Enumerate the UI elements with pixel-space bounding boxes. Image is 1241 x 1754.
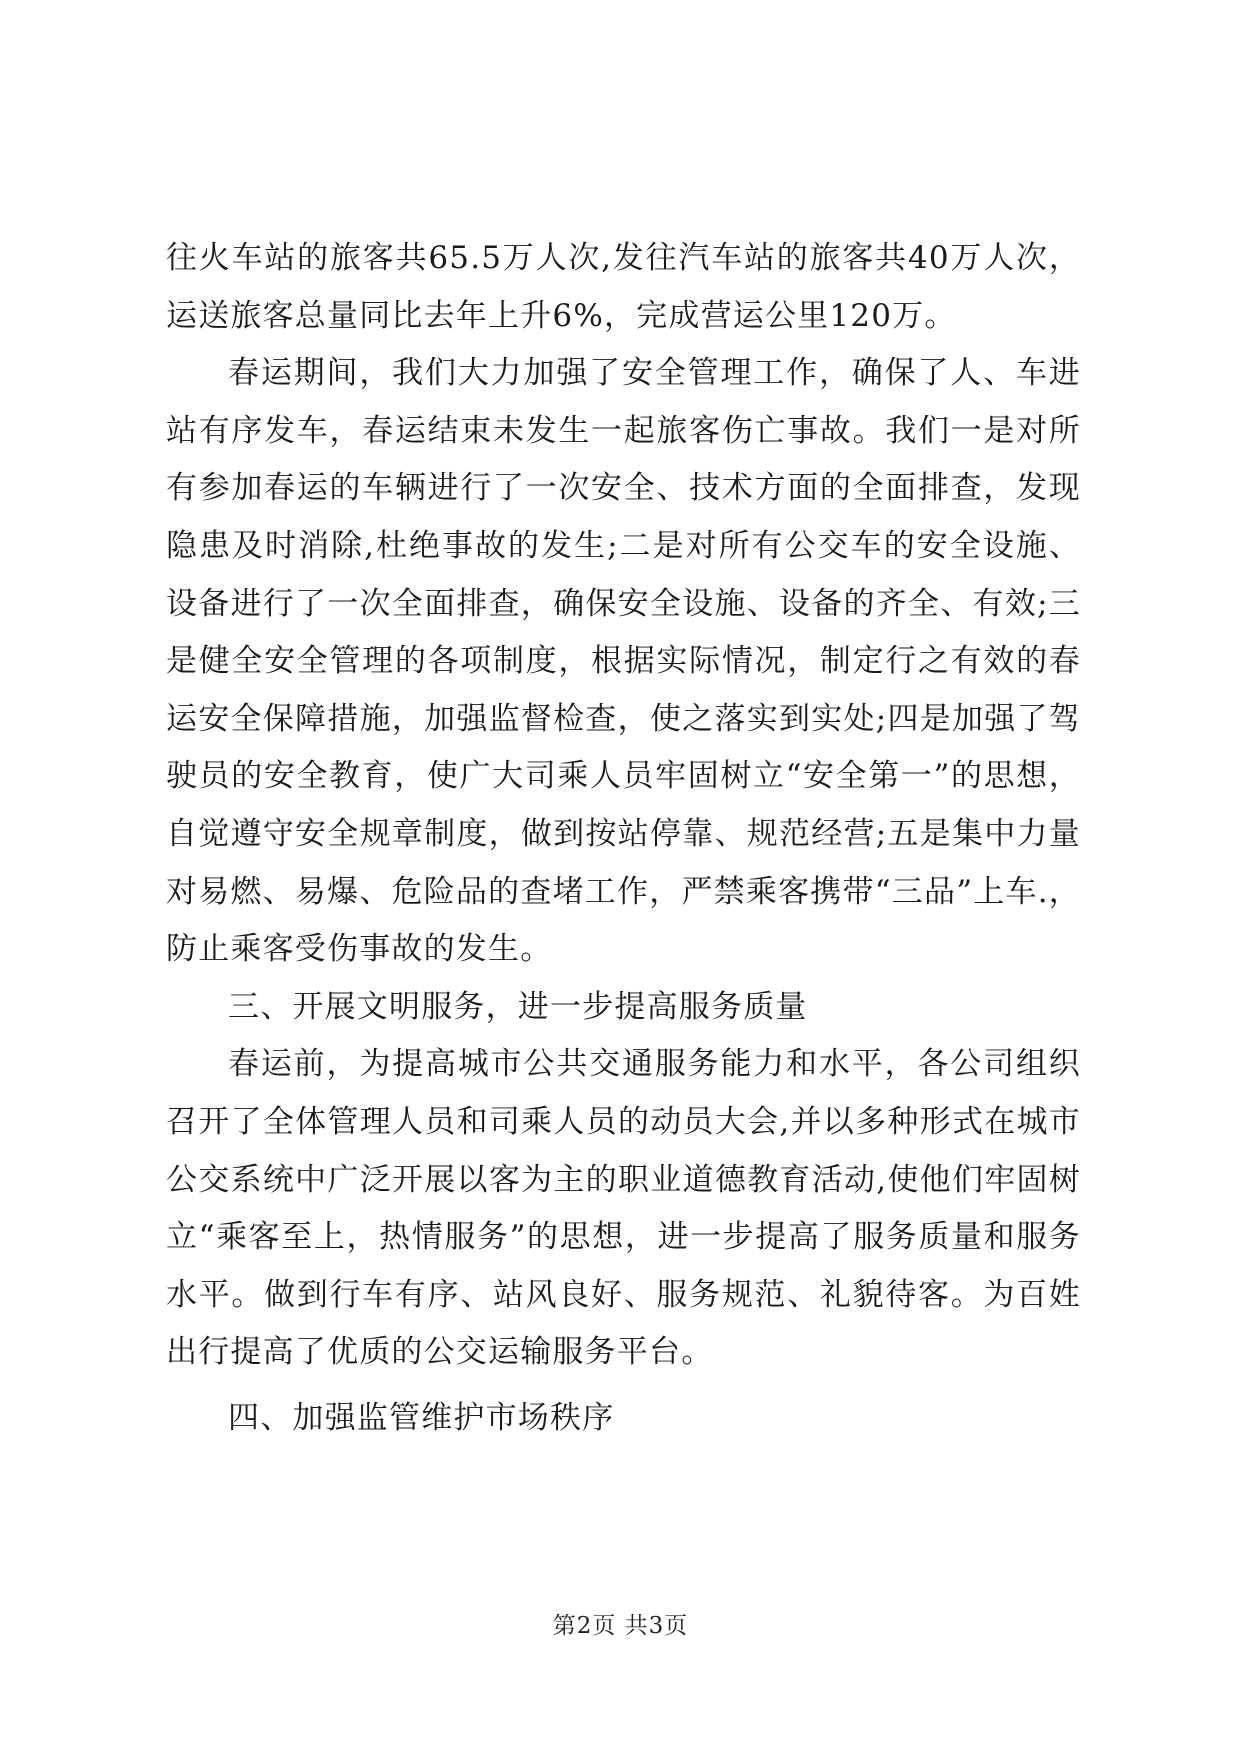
paragraph-continuation: 往火车站的旅客共65.5万人次,发往汽车站的旅客共40万人次，运送旅客总量同比去年上升6%，完成营运公里120万。 <box>166 240 1081 334</box>
section-heading-market-supervision: 四、加强监管维护市场秩序 <box>228 1399 615 1436</box>
paragraph-safety-management: 春运期间，我们大力加强了安全管理工作，确保了人、车进站有序发车，春运结束未发生一起旅客伤亡事故。我们一是对所有参加春运的车辆进行了一次安全、技术方面的全面排查，发现隐患及时消除,杜绝事故的发生;二是对所有公交车的安全设施、设备进行了一次全面排查，确保安全设施、设备的齐全、有效;三是健全安全管理的各项制度，根据实际情况，制定行之有效的春运安全保障措施，加强监督检查，使之落实到实处;四是加强了驾驶员的安全教育，使广大司乘人员牢固树立“安全第一”的思想，自觉遵守安全规章制度，做到按站停靠、规范经营;五是集中力量对易燃、易爆、危险品的查堵工作，严禁乘客携带“三品”上车.，防止乘客受伤事故的发生。 <box>166 355 1081 968</box>
paragraph-service-quality: 春运前，为提高城市公共交通服务能力和水平，各公司组织召开了全体管理人员和司乘人员的动员大会,并以多种形式在城市公交系统中广泛开展以客为主的职业道德教育活动,使他们牢固树立“乘客至上，热情服务”的思想，进一步提高了服务质量和服务水平。做到行车有序、站风良好、服务规范、礼貌待客。为百姓出行提高了优质的公交运输服务平台。 <box>166 1046 1081 1371</box>
section-heading-civilized-service: 三、开展文明服务，进一步提高服务质量 <box>228 988 808 1025</box>
page-number-footer: 第2页 共3页 <box>552 1613 689 1639</box>
document-body <box>166 230 1081 1447</box>
